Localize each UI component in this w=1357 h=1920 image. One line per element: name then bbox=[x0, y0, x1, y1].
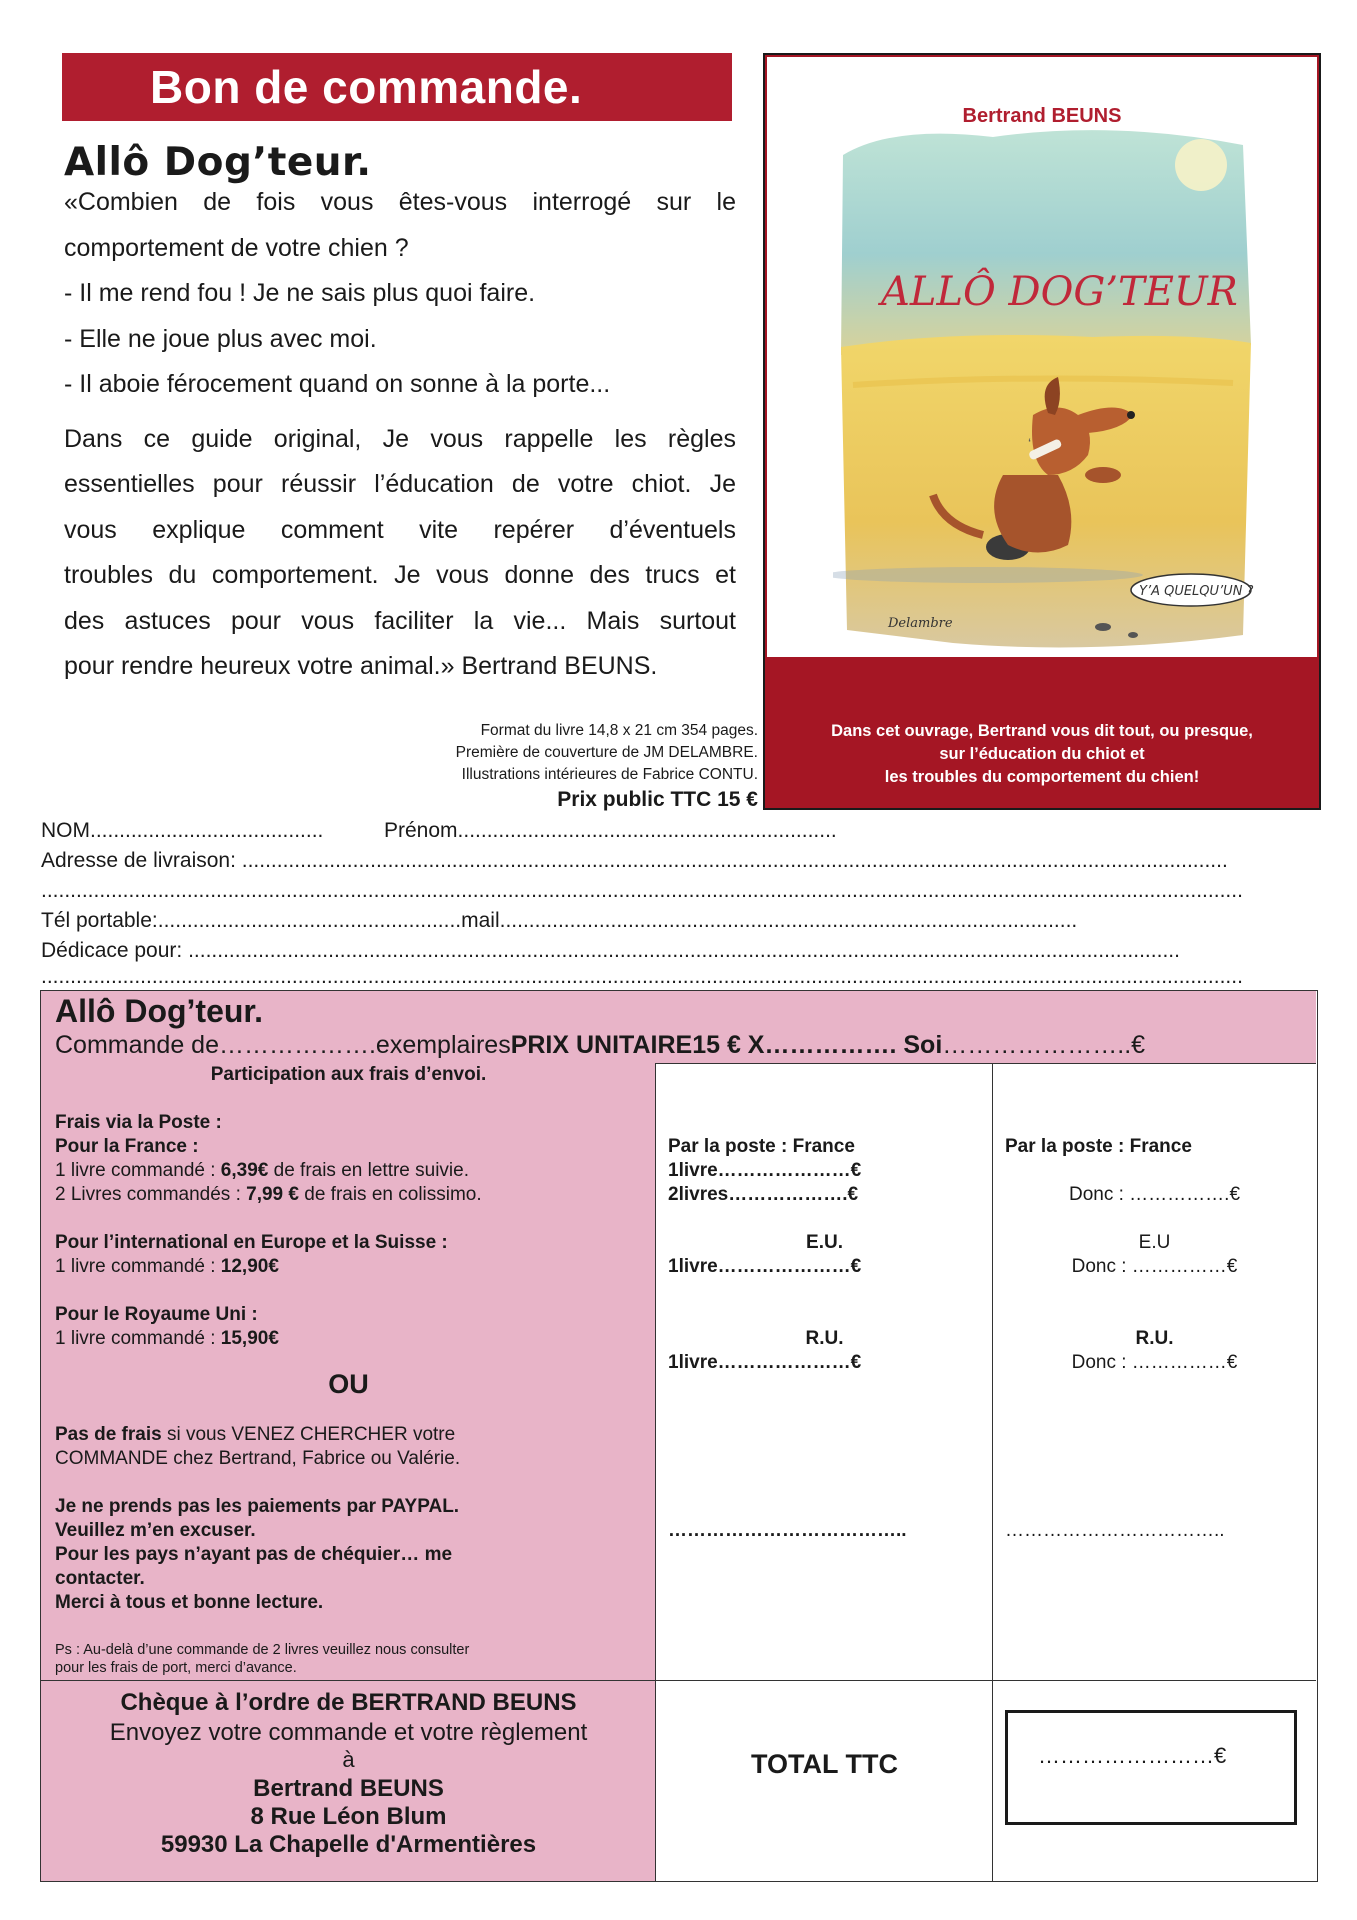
right-ru-title: R.U. bbox=[1135, 1328, 1174, 1349]
right-france-donc[interactable]: Donc : …………….€ bbox=[1068, 1184, 1241, 1205]
intro-line: - Il me rend fou ! Je ne sais plus quoi faire. bbox=[64, 279, 536, 307]
adresse-field-2[interactable]: .............................................................................................................................................................................................................. bbox=[41, 879, 1243, 902]
ps-line: pour les frais de port, merci d’avance. bbox=[55, 1660, 297, 1676]
paypal-line: Pour les pays n’ayant pas de chéquier… me bbox=[55, 1544, 453, 1565]
total-box[interactable] bbox=[1005, 1710, 1297, 1825]
nom-field[interactable]: NOM........................................ bbox=[41, 819, 324, 842]
paypal-line: Merci à tous et bonne lecture. bbox=[55, 1592, 324, 1613]
france-1-livre: 1 livre commandé : 6,39€ de frais en lettre suivie. bbox=[55, 1160, 469, 1181]
total-value: ……………………€ bbox=[1038, 1743, 1227, 1768]
adresse-field[interactable]: Adresse de livraison: ......................................................................................................................................................................... bbox=[41, 849, 1228, 872]
ps-line: Ps : Au-delà d’une commande de 2 livres veuillez nous consulter bbox=[55, 1642, 470, 1658]
uk-1-livre: 1 livre commandé : 15,90€ bbox=[55, 1328, 279, 1349]
book-info bbox=[330, 720, 758, 814]
dedicace-field-2[interactable]: .............................................................................................................................................................................................................. bbox=[41, 965, 1243, 988]
pickup-line: Pas de frais si vous VENEZ CHERCHER votre bbox=[55, 1424, 456, 1445]
order-line[interactable] bbox=[55, 1031, 1145, 1060]
address-city: 59930 La Chapelle d'Armentières bbox=[160, 1831, 537, 1858]
intro-line: - Il aboie férocement quand on sonne à la porte... bbox=[64, 370, 611, 398]
mid-eu-title: E.U. bbox=[806, 1232, 843, 1253]
shipping-info bbox=[41, 1063, 656, 1680]
ou-label: OU bbox=[328, 1369, 369, 1399]
paragraph-line: des astuces pour vous faciliter la vie... Mais surtout bbox=[64, 606, 736, 635]
order-title: Allô Dog’teur. bbox=[55, 993, 263, 1029]
mid-eu-1[interactable]: 1livre…………………€ bbox=[668, 1256, 862, 1277]
total-value-cell bbox=[993, 1680, 1316, 1881]
info-format: Format du livre 14,8 x 21 cm 354 pages. bbox=[480, 722, 758, 739]
participation-title: Participation aux frais d’envoi. bbox=[210, 1064, 487, 1085]
book-title: Allô Dog’teur. bbox=[64, 140, 372, 185]
intro-text bbox=[64, 180, 736, 690]
right-eu-donc[interactable]: Donc : ……………€ bbox=[1071, 1256, 1238, 1277]
shipping-totals bbox=[993, 1063, 1316, 1680]
order-table bbox=[40, 990, 1318, 1882]
info-illustrations: Illustrations intérieures de Fabrice CONTU. bbox=[461, 766, 758, 783]
cover-illustration bbox=[833, 115, 1259, 661]
banner-title: Bon de commande. bbox=[150, 61, 583, 113]
paypal-line: Veuillez m’en excuser. bbox=[55, 1520, 256, 1541]
total-label: TOTAL TTC bbox=[751, 1749, 898, 1779]
svg-text:‘: ‘ bbox=[1028, 435, 1032, 451]
address-name: Bertrand BEUNS bbox=[253, 1775, 444, 1802]
paragraph-line: pour rendre heureux votre animal.» Bertrand BEUNS. bbox=[64, 652, 658, 680]
intl-title: Pour l’international en Europe et la Suisse : bbox=[55, 1232, 448, 1253]
order-header bbox=[41, 991, 1316, 1064]
order-subtotal: …………………..€ bbox=[942, 1031, 1146, 1059]
dedicace-field[interactable]: Dédicace pour: .......................................................................................................................................................................... bbox=[41, 939, 1180, 962]
caption-line: Dans cet ouvrage, Bertrand vous dit tout, ou presque, bbox=[831, 722, 1253, 740]
info-cover: Première de couverture de JM DELAMBRE. bbox=[455, 744, 758, 761]
intro-line: comportement de votre chien ? bbox=[64, 233, 409, 262]
book-cover bbox=[763, 53, 1321, 810]
right-france-title: Par la poste : France bbox=[1005, 1136, 1192, 1157]
right-ru-donc[interactable]: Donc : ……………€ bbox=[1071, 1352, 1238, 1373]
pickup-line-2: COMMANDE chez Bertrand, Fabrice ou Valérie. bbox=[55, 1448, 461, 1469]
right-other[interactable]: …………………………….. bbox=[1005, 1520, 1225, 1541]
mid-france-2[interactable]: 2livres……………….€ bbox=[668, 1184, 859, 1205]
speech-bubble bbox=[1131, 574, 1254, 606]
tel-mail-field[interactable]: Tél portable:....................................................mail................................................................................................... bbox=[41, 909, 1078, 932]
paypal-line: Je ne prends pas les paiements par PAYPAL. bbox=[55, 1496, 460, 1517]
caption-line: les troubles du comportement du chien! bbox=[884, 768, 1200, 786]
paragraph-line: essentielles pour réussir l’éducation de votre chiot. Je bbox=[64, 470, 736, 498]
right-eu-title: E.U bbox=[1138, 1232, 1171, 1253]
payment-address bbox=[41, 1680, 656, 1881]
public-price: Prix public TTC 15 € bbox=[557, 788, 758, 811]
send-instructions: Envoyez votre commande et votre règlement bbox=[109, 1719, 588, 1746]
mid-ru-1[interactable]: 1livre…………………€ bbox=[668, 1352, 862, 1373]
mid-france-1[interactable]: 1livre…………………€ bbox=[668, 1160, 862, 1181]
cover-title: ALLÔ DOG’TEUR bbox=[881, 269, 1238, 315]
order-quantity: Commande de……………….exemplaires bbox=[55, 1031, 511, 1059]
illustrator-signature: Delambre bbox=[888, 616, 953, 631]
sun bbox=[1175, 139, 1227, 191]
address-street: 8 Rue Léon Blum bbox=[250, 1803, 447, 1830]
paragraph-line: vous explique comment vite repérer d’éventuels bbox=[64, 515, 736, 544]
uk-title: Pour le Royaume Uni : bbox=[55, 1304, 258, 1325]
caption-line: sur l’éducation du chiot et bbox=[939, 745, 1145, 763]
prenom-field[interactable]: Prénom................................................................. bbox=[384, 819, 837, 842]
intro-line: - Elle ne joue plus avec moi. bbox=[64, 324, 377, 353]
intro-line: «Combien de fois vous êtes-vous interrogé sur le bbox=[64, 188, 736, 216]
cheque-order: Chèque à l’ordre de BERTRAND BEUNS bbox=[120, 1689, 577, 1716]
france-title: Pour la France : bbox=[55, 1136, 199, 1157]
header-banner bbox=[62, 53, 732, 121]
mid-ru-title: R.U. bbox=[805, 1328, 844, 1349]
cover-caption bbox=[765, 720, 1319, 789]
frais-title: Frais via la Poste : bbox=[55, 1112, 222, 1133]
mid-other[interactable]: ……………………………….. bbox=[668, 1520, 907, 1541]
svg-text:Y’A QUELQU’UN ?: Y’A QUELQU’UN ? bbox=[1139, 584, 1254, 599]
mid-france-title: Par la poste : France bbox=[668, 1136, 855, 1157]
cover-author: Bertrand BEUNS bbox=[962, 105, 1122, 127]
total-label-cell bbox=[656, 1680, 993, 1881]
france-2-livres: 2 Livres commandés : 7,99 € de frais en colissimo. bbox=[55, 1184, 482, 1205]
paragraph-line: troubles du comportement. Je vous donne des trucs et bbox=[64, 561, 736, 589]
intl-1-livre: 1 livre commandé : 12,90€ bbox=[55, 1256, 279, 1277]
order-unit-price: PRIX UNITAIRE15 € X……………. Soi bbox=[510, 1031, 943, 1059]
paragraph-line: Dans ce guide original, Je vous rappelle les règles bbox=[64, 424, 736, 453]
shipping-amounts bbox=[656, 1063, 993, 1680]
send-to: à bbox=[342, 1747, 355, 1772]
paypal-line: contacter. bbox=[55, 1568, 145, 1589]
